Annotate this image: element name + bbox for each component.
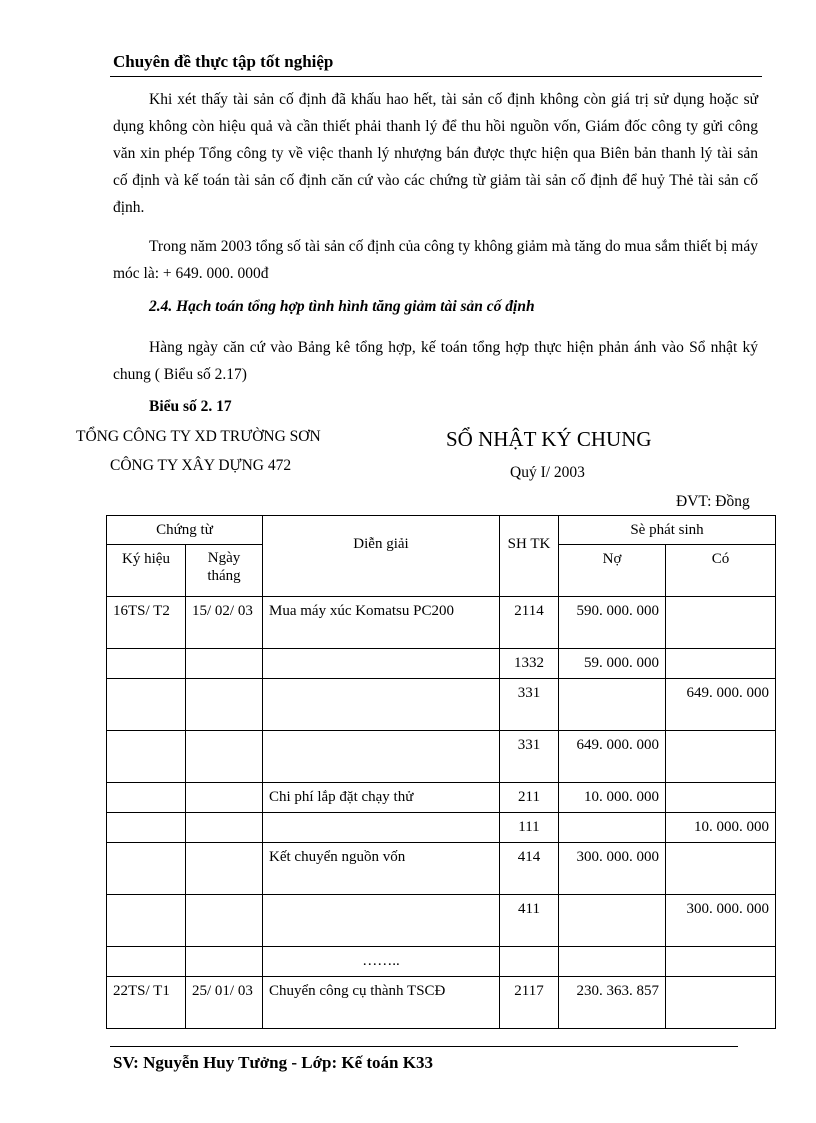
cell-co (666, 597, 776, 649)
cell-ky-hieu (107, 649, 186, 679)
cell-co (666, 783, 776, 813)
cell-co (666, 977, 776, 1029)
paragraph-disposal-text: Khi xét thấy tài sản cố định đã khấu hao hết, tài sản cố định không còn giá trị sử dụng hoặc sử dụng không còn hiệu quả và cần thiết phải thanh lý để thu hồi nguồn vốn, Giám đốc công ty gửi công văn xin phép Tổng công ty về việc thanh lý nhượng bán được thực hiện qua Biên bản thanh lý tài sản cố định và kế toán tài sản cố định căn cứ vào các chứng từ giảm tài sản cố định để huỷ Thẻ tài sản cố định. (113, 91, 758, 216)
cell-sh-tk: 2117 (500, 977, 559, 1029)
cell-co (666, 843, 776, 895)
table-row (107, 597, 776, 649)
cell-no: 649. 000. 000 (559, 731, 666, 783)
header-sh-tk: SH TK (500, 516, 559, 597)
paragraph-increase-text: Trong năm 2003 tổng số tài sản cố định của công ty không giảm mà tăng do mua sắm thiết bị máy móc là: + 649. 000. 000đ (113, 238, 758, 282)
cell-ky-hieu (107, 895, 186, 947)
header-no: Nợ (559, 545, 666, 597)
ledger-title: SỔ NHẬT KÝ CHUNG (446, 427, 652, 451)
header-dien-giai: Diễn giải (263, 516, 500, 597)
table-row (107, 679, 776, 731)
cell-dien-giai (263, 813, 500, 843)
cell-ngay-thang (186, 947, 263, 977)
cell-ngay-thang: 15/ 02/ 03 (186, 597, 263, 649)
table-row (107, 977, 776, 1029)
parent-company-name: TỔNG CÔNG TY XD TRƯỜNG SƠN (76, 428, 321, 445)
header-ky-hieu: Ký hiệu (107, 545, 186, 597)
cell-no: 230. 363. 857 (559, 977, 666, 1029)
cell-ky-hieu (107, 783, 186, 813)
cell-ngay-thang (186, 843, 263, 895)
cell-ky-hieu (107, 947, 186, 977)
cell-dien-giai (263, 731, 500, 783)
cell-no (559, 813, 666, 843)
header-co: Có (666, 545, 776, 597)
company-name: CÔNG TY XÂY DỰNG 472 (110, 457, 292, 474)
cell-co (666, 731, 776, 783)
cell-ngay-thang (186, 895, 263, 947)
cell-dien-giai: Mua máy xúc Komatsu PC200 (263, 597, 500, 649)
cell-co (666, 947, 776, 977)
cell-ngay-thang (186, 679, 263, 731)
cell-sh-tk: 2114 (500, 597, 559, 649)
cell-ngay-thang (186, 649, 263, 679)
cell-ky-hieu (107, 731, 186, 783)
paragraph-journal-text: Hàng ngày căn cứ vào Bảng kê tổng hợp, kế toán tổng hợp thực hiện phản ánh vào Sổ nhật ký chung ( Biểu số 2.17) (113, 339, 758, 383)
cell-co: 649. 000. 000 (666, 679, 776, 731)
cell-co: 10. 000. 000 (666, 813, 776, 843)
cell-ngay-thang (186, 813, 263, 843)
cell-dien-giai: …….. (263, 947, 500, 977)
cell-ky-hieu: 22TS/ T1 (107, 977, 186, 1029)
cell-sh-tk: 211 (500, 783, 559, 813)
cell-sh-tk: 1332 (500, 649, 559, 679)
cell-ngay-thang: 25/ 01/ 03 (186, 977, 263, 1029)
header-divider (110, 76, 762, 77)
table-row (107, 783, 776, 813)
cell-co (666, 649, 776, 679)
table-header-row (107, 516, 776, 545)
cell-no (559, 895, 666, 947)
table-row (107, 947, 776, 977)
cell-sh-tk: 331 (500, 731, 559, 783)
page-header-title: Chuyên đề thực tập tốt nghiệp (113, 52, 334, 71)
cell-ky-hieu (107, 679, 186, 731)
ledger-period: Quý I/ 2003 (510, 464, 585, 481)
cell-no (559, 947, 666, 977)
general-journal-table (106, 515, 776, 1029)
cell-sh-tk: 414 (500, 843, 559, 895)
cell-dien-giai: Chi phí lắp đặt chạy thử (263, 783, 500, 813)
paragraph-increase (113, 233, 758, 287)
table-row (107, 843, 776, 895)
cell-dien-giai: Kết chuyển nguồn vốn (263, 843, 500, 895)
header-ngay-thang: Ngày tháng (186, 545, 263, 597)
cell-sh-tk (500, 947, 559, 977)
cell-dien-giai (263, 649, 500, 679)
table-row (107, 895, 776, 947)
cell-no: 590. 000. 000 (559, 597, 666, 649)
cell-sh-tk: 411 (500, 895, 559, 947)
cell-sh-tk: 111 (500, 813, 559, 843)
paragraph-disposal (113, 86, 758, 221)
cell-co: 300. 000. 000 (666, 895, 776, 947)
form-number: Biểu số 2. 17 (149, 398, 232, 415)
cell-dien-giai: Chuyển công cụ thành TSCĐ (263, 977, 500, 1029)
table-row (107, 813, 776, 843)
cell-dien-giai (263, 895, 500, 947)
table-row (107, 649, 776, 679)
cell-dien-giai (263, 679, 500, 731)
table-row (107, 731, 776, 783)
paragraph-journal (113, 334, 758, 388)
cell-ky-hieu: 16TS/ T2 (107, 597, 186, 649)
header-chung-tu: Chứng từ (107, 516, 263, 545)
cell-sh-tk: 331 (500, 679, 559, 731)
cell-ngay-thang (186, 783, 263, 813)
cell-no: 59. 000. 000 (559, 649, 666, 679)
cell-ngay-thang (186, 731, 263, 783)
cell-ky-hieu (107, 813, 186, 843)
cell-no (559, 679, 666, 731)
cell-no: 300. 000. 000 (559, 843, 666, 895)
cell-ky-hieu (107, 843, 186, 895)
footer-divider (110, 1046, 738, 1047)
currency-unit: ĐVT: Đồng (676, 493, 750, 510)
cell-no: 10. 000. 000 (559, 783, 666, 813)
section-heading: 2.4. Hạch toán tổng hợp tình hình tăng giảm tài sản cố định (149, 298, 535, 315)
page-footer: SV: Nguyễn Huy Tưởng - Lớp: Kế toán K33 (113, 1053, 433, 1072)
header-so-phat-sinh: Sè phát sinh (559, 516, 776, 545)
